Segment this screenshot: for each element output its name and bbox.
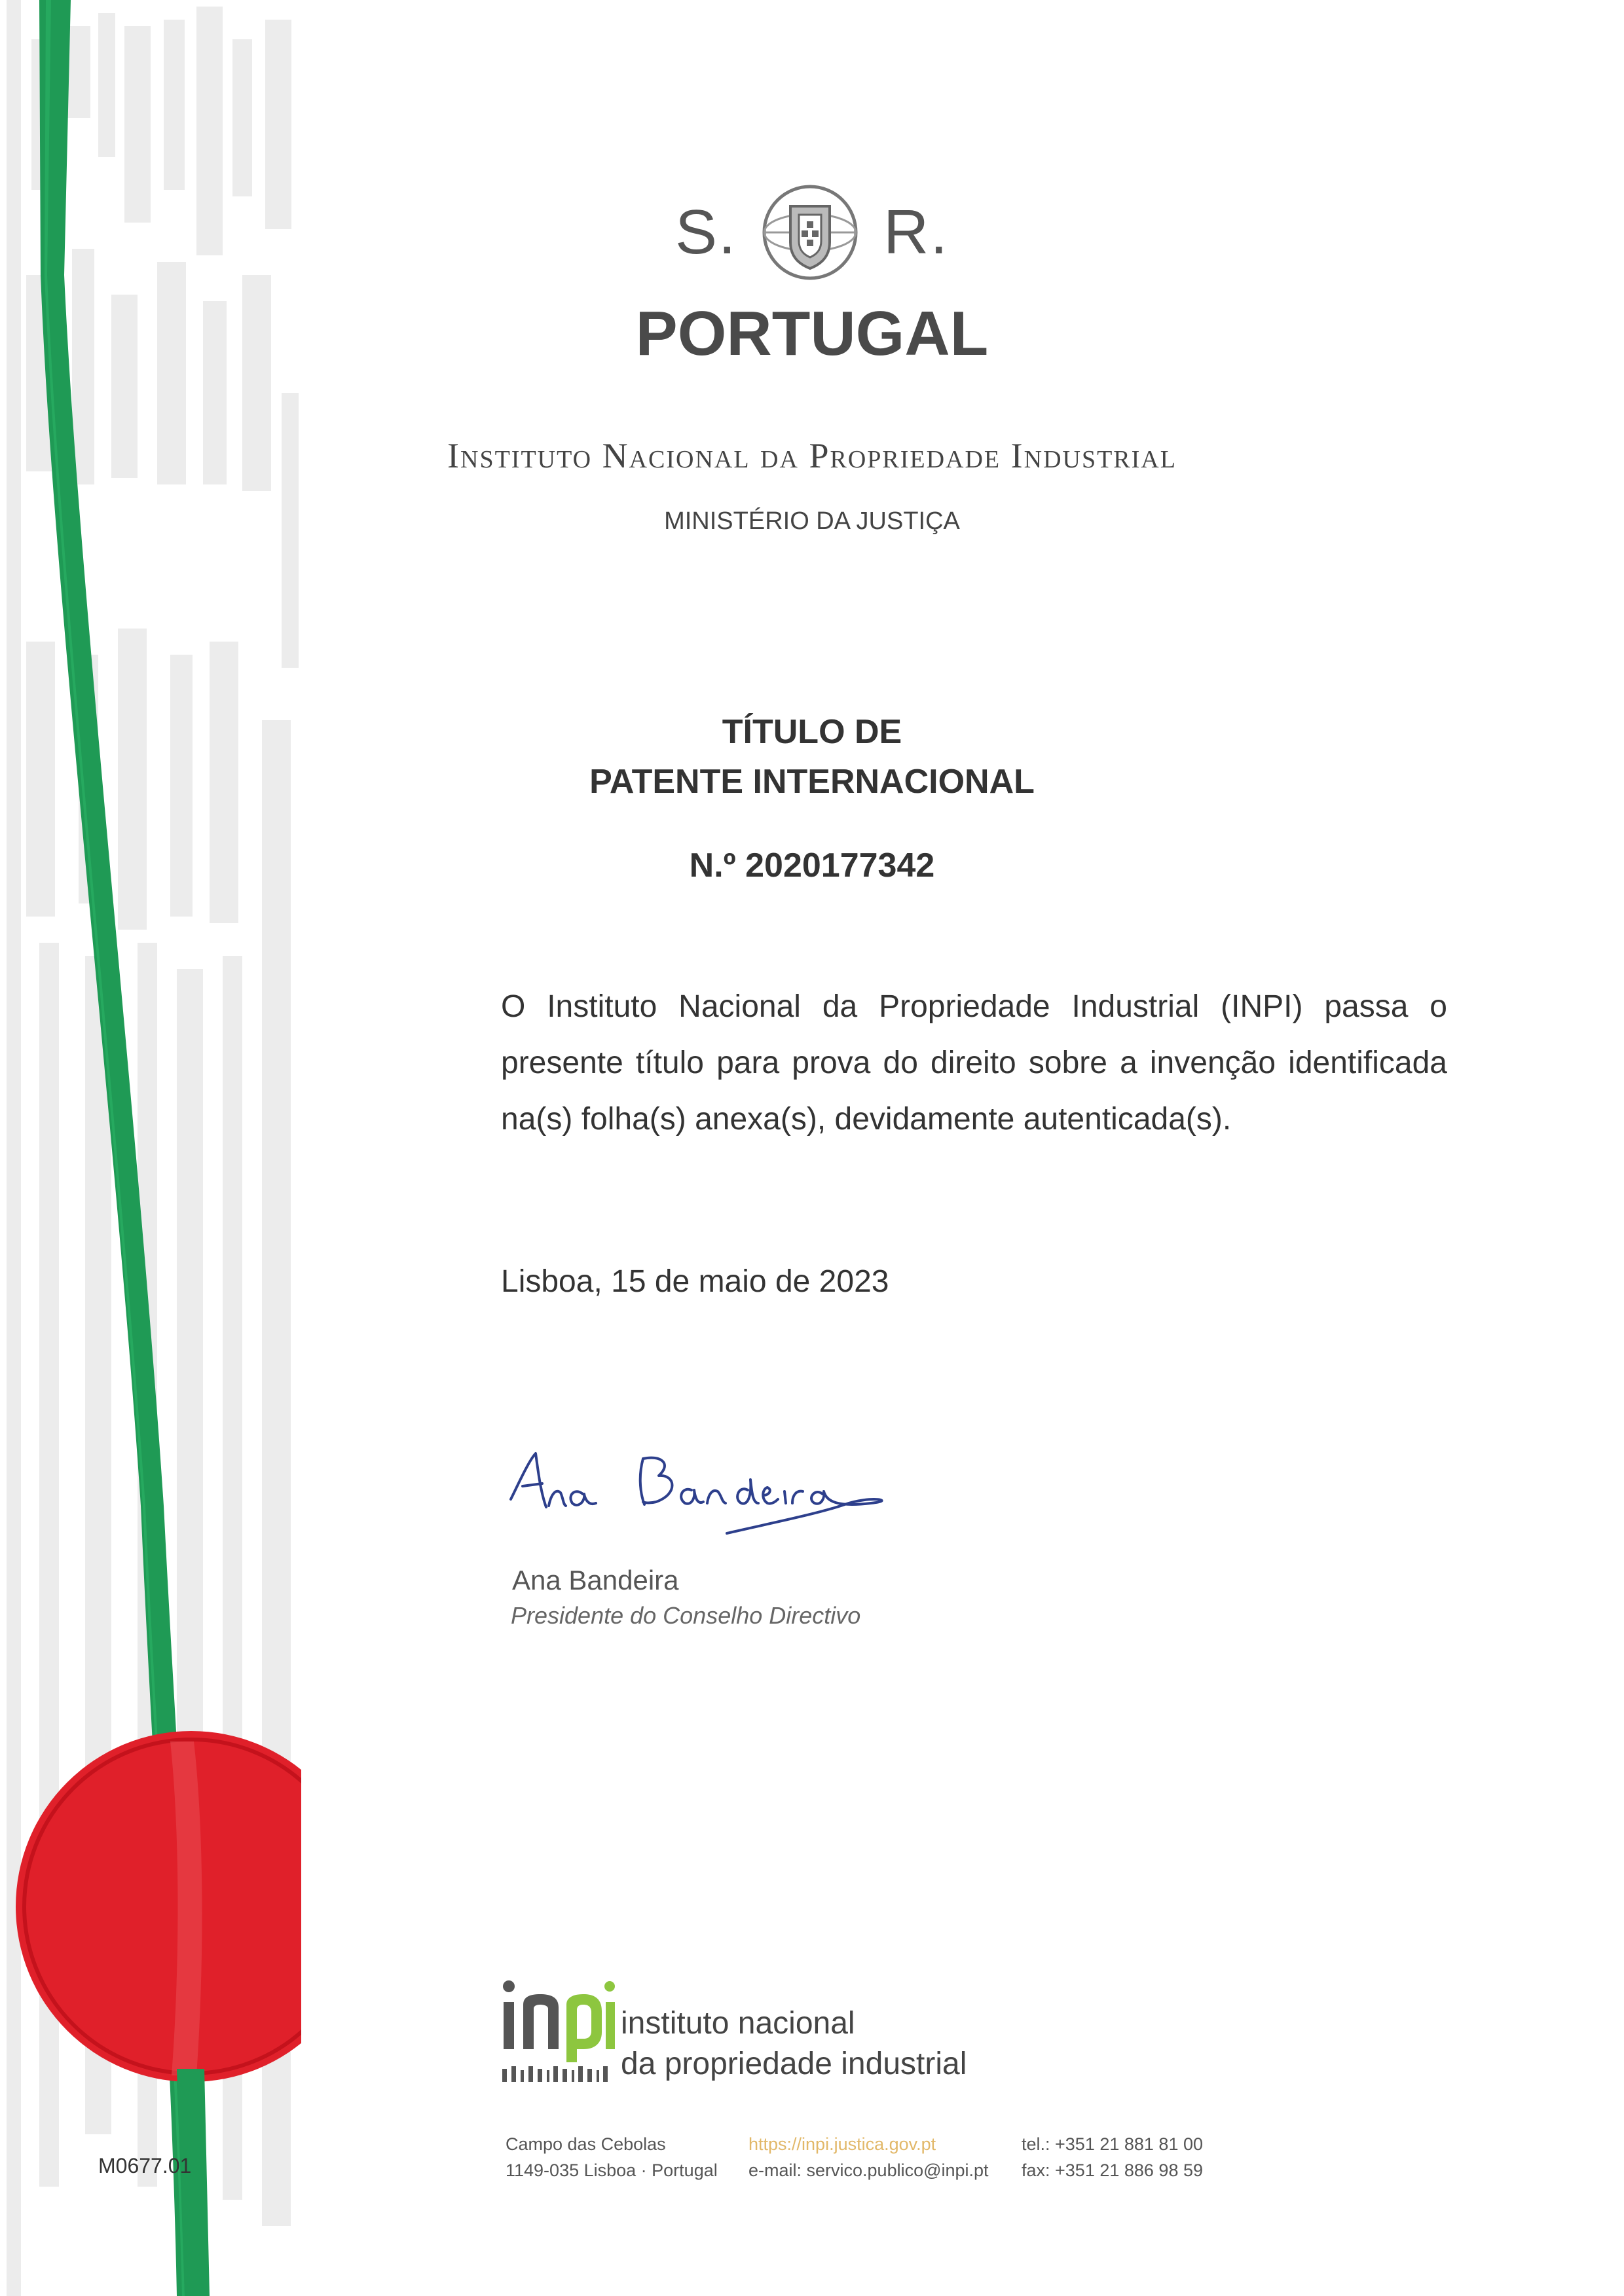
document-title-line1: TÍTULO DE <box>722 713 902 751</box>
footer-address <box>506 2131 718 2183</box>
logo-text-line2: da propriedade industrial <box>621 2047 967 2081</box>
logo-text <box>621 2003 967 2085</box>
address-line2: 1149-035 Lisboa · Portugal <box>506 2160 718 2180</box>
signer-role: Presidente do Conselho Directivo <box>511 1602 861 1629</box>
address-line1: Campo das Cebolas <box>506 2134 666 2154</box>
logo-text-line1: instituto nacional <box>621 2006 855 2041</box>
portugal-coat-of-arms-icon <box>761 183 859 282</box>
fax-text: fax: +351 21 886 98 59 <box>1022 2160 1203 2180</box>
document-title <box>0 707 1624 807</box>
place-date: Lisboa, 15 de maio de 2023 <box>501 1264 889 1299</box>
institute-name: Instituto Nacional da Propriedade Industrial <box>447 436 1177 475</box>
email-text: e-mail: servico.publico@inpi.pt <box>748 2160 989 2180</box>
inpi-logo-icon <box>501 1977 616 2095</box>
country-title: PORTUGAL <box>635 299 989 369</box>
patent-number: N.º 2020177342 <box>689 847 935 884</box>
website-link[interactable]: https://inpi.justica.gov.pt <box>748 2134 936 2154</box>
footer-phone <box>1022 2131 1203 2183</box>
sr-left: S. <box>674 197 737 267</box>
tel-text: tel.: +351 21 881 81 00 <box>1022 2134 1203 2154</box>
handwritten-signature <box>504 1447 897 1558</box>
signer-name: Ana Bandeira <box>512 1565 679 1595</box>
footer-web <box>748 2131 989 2183</box>
certificate-body: O Instituto Nacional da Propriedade Industrial (INPI) passa o presente título para prova do direito sobre a invenção identificada na(s) folha(s) anexa(s), devidamente autenticada(s). <box>501 989 1447 1137</box>
sr-header <box>0 183 1624 282</box>
ministry-name: MINISTÉRIO DA JUSTIÇA <box>664 507 960 535</box>
sr-right: R. <box>883 197 950 267</box>
document-title-line2: PATENTE INTERNACIONAL <box>589 763 1035 801</box>
form-code: M0677.01 <box>98 2154 192 2178</box>
